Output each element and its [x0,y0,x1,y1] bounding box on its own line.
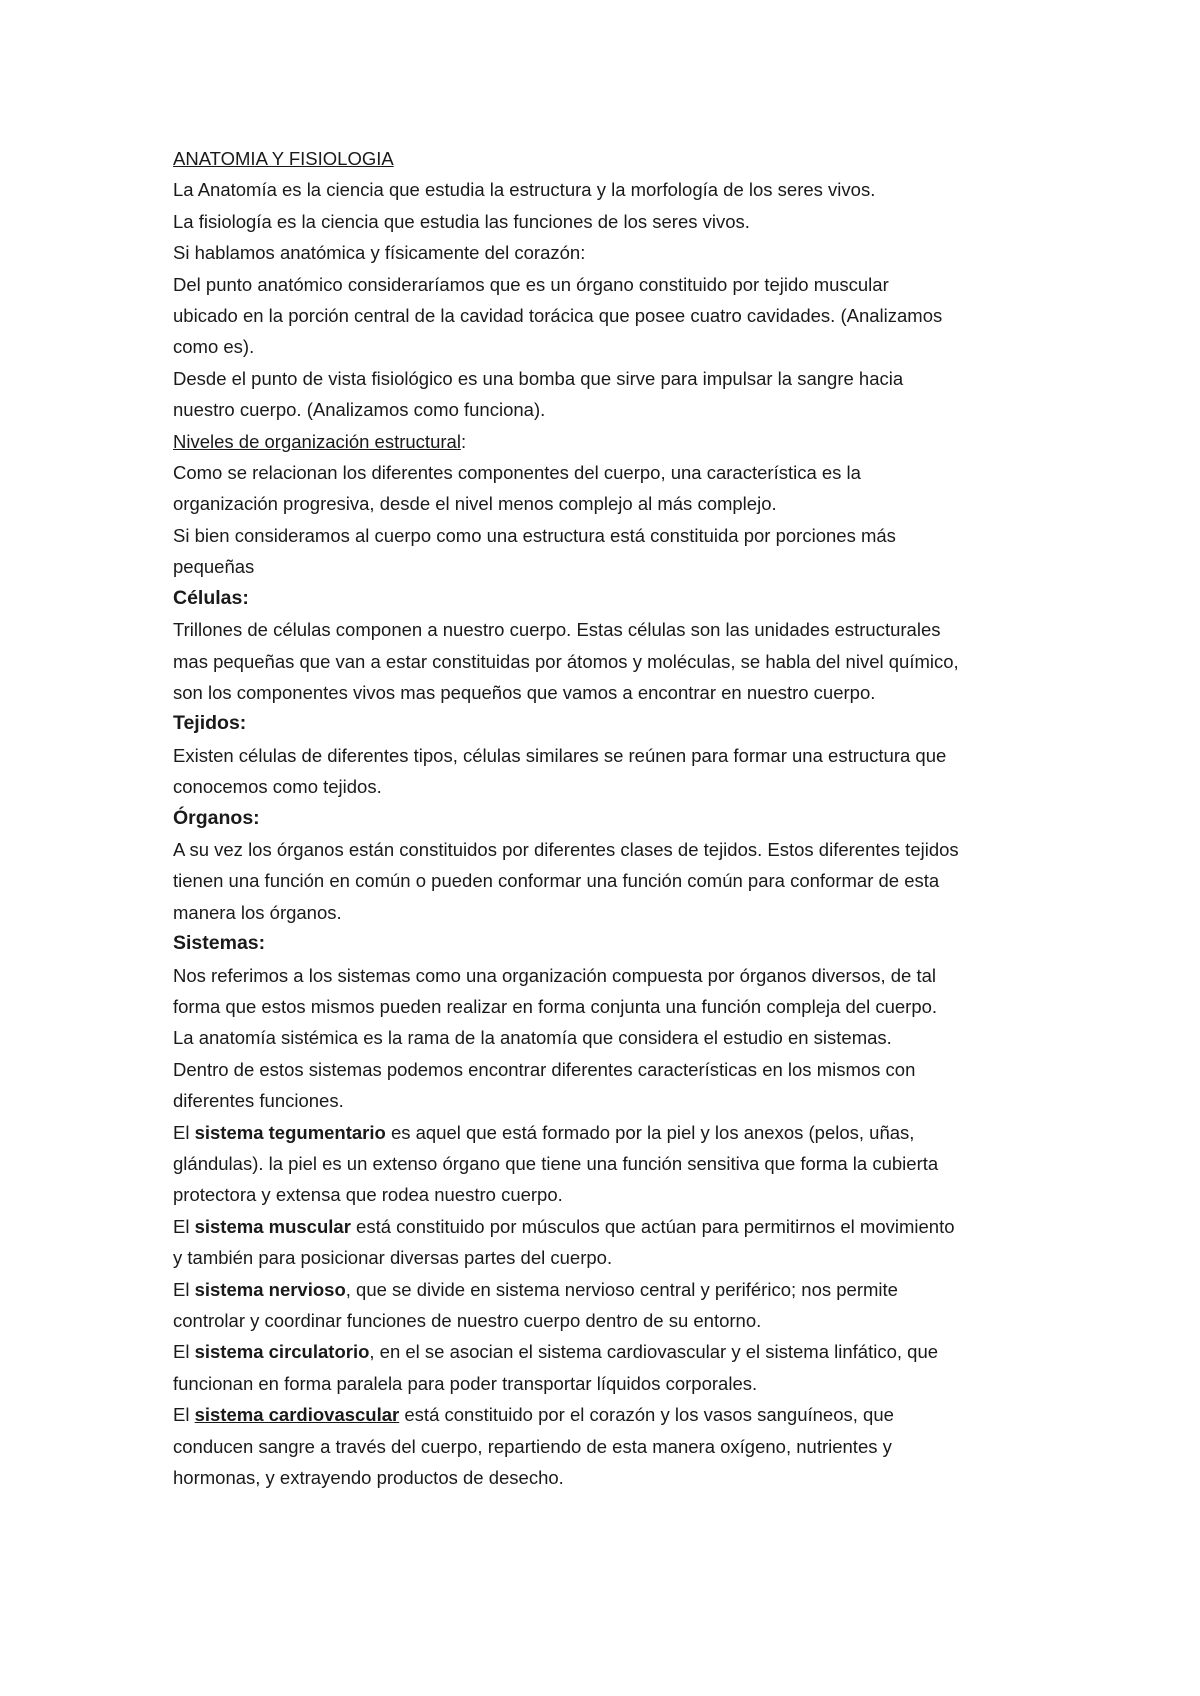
muscular-line [173,1211,1073,1242]
paragraph-line: organización progresiva, desde el nivel menos complejo al más complejo. [173,493,777,515]
term-sistema-cardiovascular: sistema cardiovascular [194,1404,400,1426]
paragraph-line: mas pequeñas que van a estar constituidas por átomos y moléculas, se habla del nivel químico, [173,650,959,672]
paragraph-line: manera los órganos. [173,901,342,923]
suffix: , que se divide en sistema nervioso central y periférico; nos permite [345,1278,898,1300]
paragraph-line: conocemos como tejidos. [173,776,382,798]
paragraph-line: conducen sangre a través del cuerpo, repartiendo de esta manera oxígeno, nutrientes y [173,1435,892,1457]
circulatorio-line [173,1336,1073,1367]
section-heading-tejidos: Tejidos: [173,712,247,735]
section-heading-sistemas: Sistemas: [173,932,266,955]
suffix: está constituido por músculos que actúan para permitirnos el movimiento [350,1215,955,1237]
paragraph-line: funcionan en forma paralela para poder transportar líquidos corporales. [173,1372,758,1394]
paragraph-line: Dentro de estos sistemas podemos encontrar diferentes características en los mismos con [173,1058,916,1080]
document-title: ANATOMIA Y FISIOLOGIA [173,148,394,169]
paragraph-line: controlar y coordinar funciones de nuestro cuerpo dentro de su entorno. [173,1310,762,1332]
prefix: El [173,1215,195,1237]
prefix: El [173,1121,195,1143]
term-sistema-muscular: sistema muscular [194,1215,351,1237]
paragraph-line: hormonas, y extrayendo productos de desecho. [173,1467,564,1489]
prefix: El [173,1404,195,1426]
paragraph-line: protectora y extensa que rodea nuestro cuerpo. [173,1184,563,1206]
paragraph-line: como es). [173,336,255,358]
suffix: , en el se asocian el sistema cardiovascular y el sistema linfático, que [369,1341,939,1363]
document-body [173,143,1073,1493]
section-heading-celulas: Células: [173,586,249,609]
paragraph-line: glándulas). la piel es un extenso órgano que tiene una función sensitiva que forma la cubierta [173,1153,939,1174]
section-heading-organos: Órganos: [173,806,260,829]
paragraph-line: La Anatomía es la ciencia que estudia la estructura y la morfología de los seres vivos. [173,179,876,201]
paragraph-line: pequeñas [173,556,255,578]
suffix: es aquel que está formado por la piel y los anexos (pelos, uñas, [385,1121,915,1143]
paragraph-line: Como se relacionan los diferentes componentes del cuerpo, una característica es la [173,462,861,484]
paragraph-line: Existen células de diferentes tipos, células similares se reúnen para formar una estructura que [173,744,947,766]
paragraph-line: ubicado en la porción central de la cavidad torácica que posee cuatro cavidades. (Analizamos [173,305,943,327]
paragraph-line: La fisiología es la ciencia que estudia las funciones de los seres vivos. [173,210,750,232]
paragraph-line: A su vez los órganos están constituidos por diferentes clases de tejidos. Estos diferentes tejidos [173,838,959,860]
niveles-label: Niveles de organización estructural [173,430,461,452]
niveles-heading-line [173,426,1073,457]
nervioso-line [173,1274,1073,1305]
paragraph-line: Si bien consideramos al cuerpo como una estructura está constituida por porciones más [173,524,896,546]
paragraph-line: Del punto anatómico consideraríamos que es un órgano constituido por tejido muscular [173,273,889,295]
cardiovascular-line [173,1399,1073,1430]
paragraph-line: forma que estos mismos pueden realizar en forma conjunta una función compleja del cuerpo. [173,995,938,1017]
paragraph-line: tienen una función en común o pueden conformar una función común para conformar de esta [173,870,940,892]
tegumentario-line [173,1117,1073,1148]
term-sistema-nervioso: sistema nervioso [194,1278,346,1300]
paragraph-line: nuestro cuerpo. (Analizamos como funciona). [173,399,546,421]
paragraph-line: y también para posicionar diversas partes del cuerpo. [173,1247,613,1269]
term-sistema-circulatorio: sistema circulatorio [194,1341,370,1363]
paragraph-line: son los componentes vivos mas pequeños que vamos a encontrar en nuestro cuerpo. [173,681,876,703]
prefix: El [173,1341,195,1363]
suffix: está constituido por el corazón y los vasos sanguíneos, que [399,1404,894,1426]
paragraph-line: Nos referimos a los sistemas como una organización compuesta por órganos diversos, de tal [173,964,936,986]
term-sistema-tegumentario: sistema tegumentario [194,1121,386,1143]
paragraph-line: La anatomía sistémica es la rama de la anatomía que considera el estudio en sistemas. [173,1027,892,1049]
paragraph-line: Trillones de células componen a nuestro cuerpo. Estas células son las unidades estructurales [173,619,941,641]
paragraph-line: Desde el punto de vista fisiológico es una bomba que sirve para impulsar la sangre hacia [173,367,904,389]
niveles-colon: : [460,430,467,452]
paragraph-line: Si hablamos anatómica y físicamente del corazón: [173,242,586,264]
paragraph-line: diferentes funciones. [173,1090,344,1112]
prefix: El [173,1278,195,1300]
